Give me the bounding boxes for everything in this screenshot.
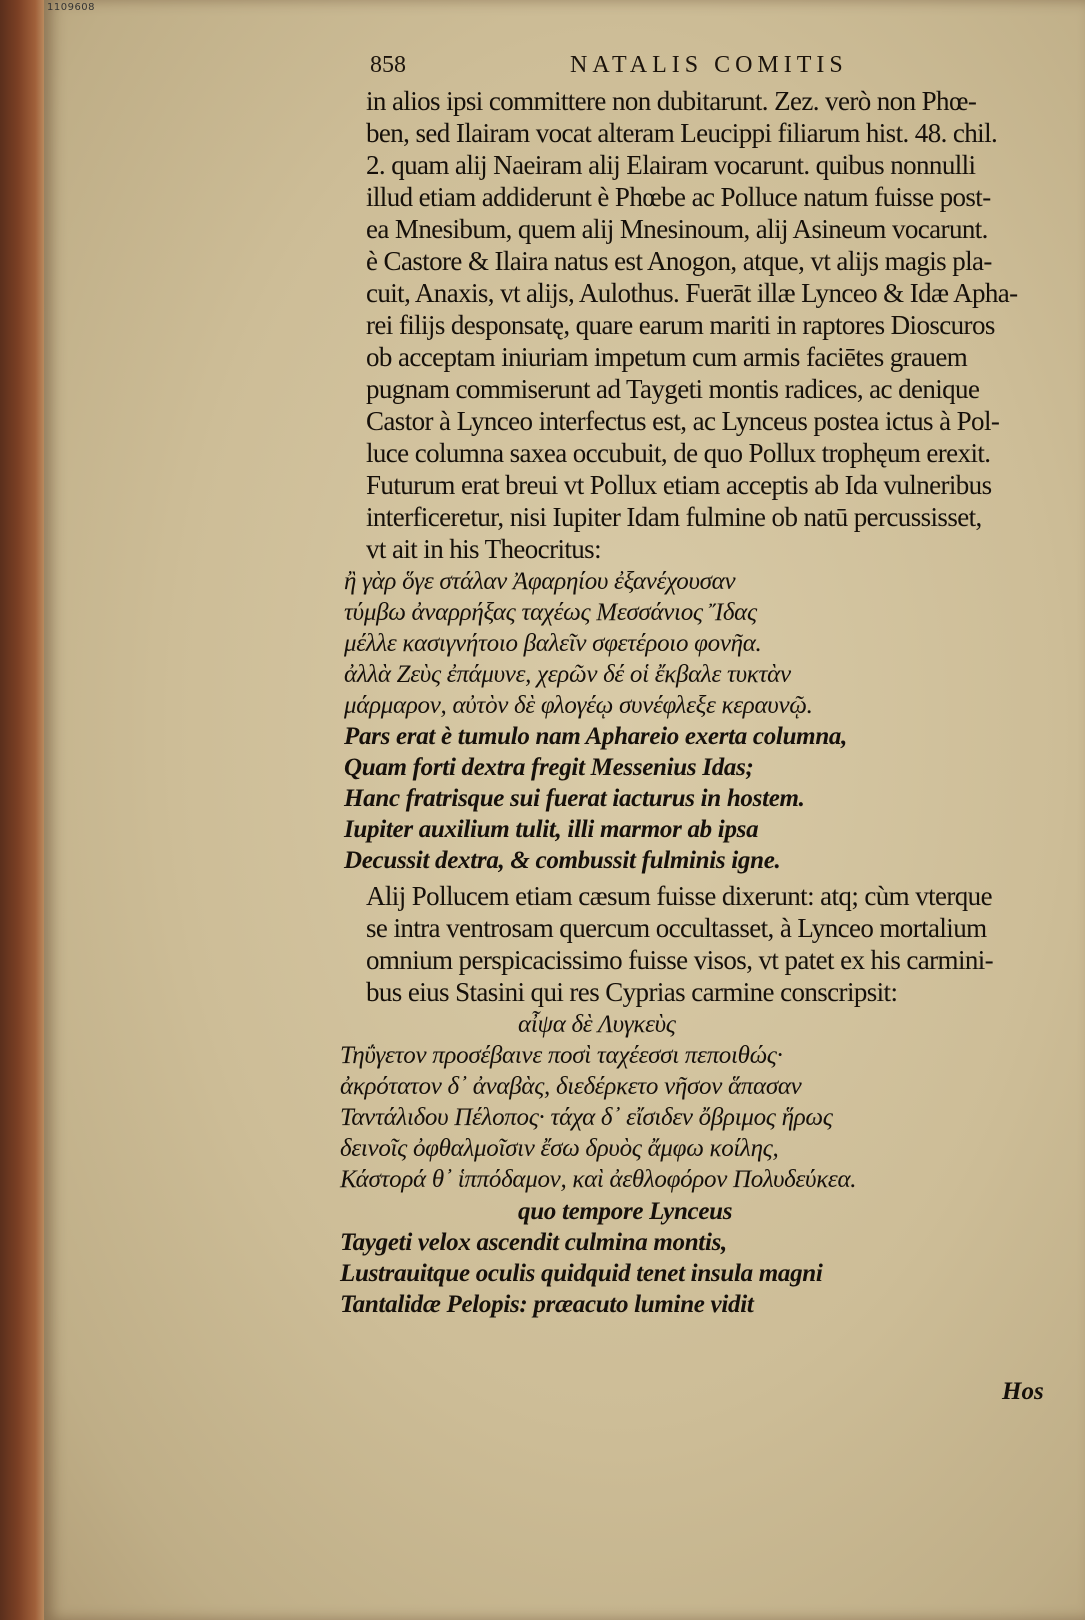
greek-verse-line: δεινοῖς ὀφθαλμοῖσιν ἔσω δρυὸς ἄμφω κοίλης, (340, 1135, 779, 1162)
prose-line: illud etiam addiderunt è Phœbe ac Polluce natum fuisse post- (366, 182, 991, 212)
prose-line: se intra ventrosam quercum occultasset, à Lynceo mortalium (366, 913, 987, 943)
greek-verse-line: ἀκρότατον δ᾽ ἀναβὰς, διεδέρκετο νῆσον ἅπασαν (340, 1073, 802, 1100)
latin-verse-line: Tantalidæ Pelopis: præacuto lumine vidit (340, 1291, 754, 1318)
greek-verse-line: ἢ γὰρ ὅγε στάλαν Ἀφαρηίου ἐξανέχουσαν (344, 568, 736, 595)
catchword: Hos (1002, 1378, 1044, 1405)
greek-verse-line: μάρμαρον, αὐτὸν δὲ φλογέῳ συνέφλεξε κεραυνῷ. (344, 692, 813, 719)
latin-verse-line: Iupiter auxilium tulit, illi marmor ab ipsa (344, 816, 759, 843)
prose-line: in alios ipsi committere non dubitarunt. Zez. verò non Phœ- (366, 86, 977, 116)
greek-verse-line: τύμβω ἀναρρήξας ταχέως Μεσσάνιος Ἴδας (344, 599, 757, 626)
book-binding-edge (0, 0, 44, 1620)
prose-line: rei filijs desponsatę, quare earum mariti in raptores Dioscuros (366, 310, 995, 340)
prose-line: pugnam commiserunt ad Taygeti montis radices, ac denique (366, 374, 980, 404)
prose-line: cuit, Anaxis, vt alijs, Aulothus. Fuerāt illæ Lynceo & Idæ Apha- (366, 278, 1018, 308)
prose-line: Castor à Lynceo interfectus est, ac Lynceus postea ictus à Pol- (366, 406, 1000, 436)
prose-line: ben, sed Ilairam vocat alteram Leucippi filiarum hist. 48. chil. (366, 118, 998, 148)
prose-line: bus eius Stasini qui res Cyprias carmine conscripsit: (366, 977, 898, 1007)
latin-verse-line: Quam forti dextra fregit Messenius Idas; (344, 754, 754, 781)
prose-line: interficeretur, nisi Iupiter Idam fulmine ob natū percussisset, (366, 502, 982, 532)
prose-line: ob acceptam iniuriam impetum cum armis faciētes grauem (366, 342, 968, 372)
page-number: 858 (370, 52, 406, 78)
latin-verse-line: Lustrauitque oculis quidquid tenet insula magni (340, 1260, 823, 1287)
greek-verse-line: ἀλλὰ Ζεὺς ἐπάμυνε, χερῶν δέ οἱ ἔκβαλε τυκτὰν (344, 661, 791, 688)
book-page (44, 0, 1085, 1620)
latin-verse-line: Decussit dextra, & combussit fulminis igne. (344, 847, 781, 874)
prose-line: vt ait in his Theocritus: (366, 534, 601, 564)
greek-verse-line: μέλλε κασιγνήτοιο βαλεῖν σφετέροιο φονῆα. (344, 630, 762, 657)
latin-verse-line: Taygeti velox ascendit culmina montis, (340, 1229, 727, 1256)
prose-line: Alij Pollucem etiam cæsum fuisse dixerunt: atq; cùm vterque (366, 881, 992, 911)
latin-verse-line: Pars erat è tumulo nam Aphareio exerta columna, (344, 723, 848, 750)
prose-line: è Castore & Ilaira natus est Anogon, atque, vt alijs magis pla- (366, 246, 992, 276)
greek-verse-line: Ταντάλιδου Πέλοπος· τάχα δ᾽ εἴσιδεν ὄβριμος ἥρως (340, 1104, 833, 1131)
prose-line: Futurum erat breui vt Pollux etiam acceptis ab Ida vulneribus (366, 470, 992, 500)
page-header (370, 52, 910, 82)
greek-verse-line: Τηΰγετον προσέβαινε ποσὶ ταχέεσσι πεποιθώς· (340, 1042, 783, 1069)
prose-line: 2. quam alij Naeiram alij Elairam vocarunt. quibus nonnulli (366, 150, 976, 180)
prose-line: ea Mnesibum, quem alij Mnesinoum, alij Asineum vocarunt. (366, 214, 988, 244)
latin-verse-line: quo tempore Lynceus (518, 1198, 733, 1225)
running-title: NATALIS COMITIS (570, 52, 848, 78)
prose-line: omnium perspicacissimo fuisse visos, vt patet ex his carmini- (366, 945, 994, 975)
greek-verse-line: αἶψα δὲ Λυγκεὺς (518, 1011, 676, 1038)
prose-line: luce columna saxea occubuit, de quo Pollux trophęum erexit. (366, 438, 991, 468)
catalog-stamp: 1109608 (47, 2, 96, 13)
latin-verse-line: Hanc fratrisque sui fuerat iacturus in hostem. (344, 785, 805, 812)
greek-verse-line: Κάστορά θ᾽ ἱππόδαμον, καὶ ἀεθλοφόρον Πολυδεύκεα. (340, 1166, 857, 1193)
